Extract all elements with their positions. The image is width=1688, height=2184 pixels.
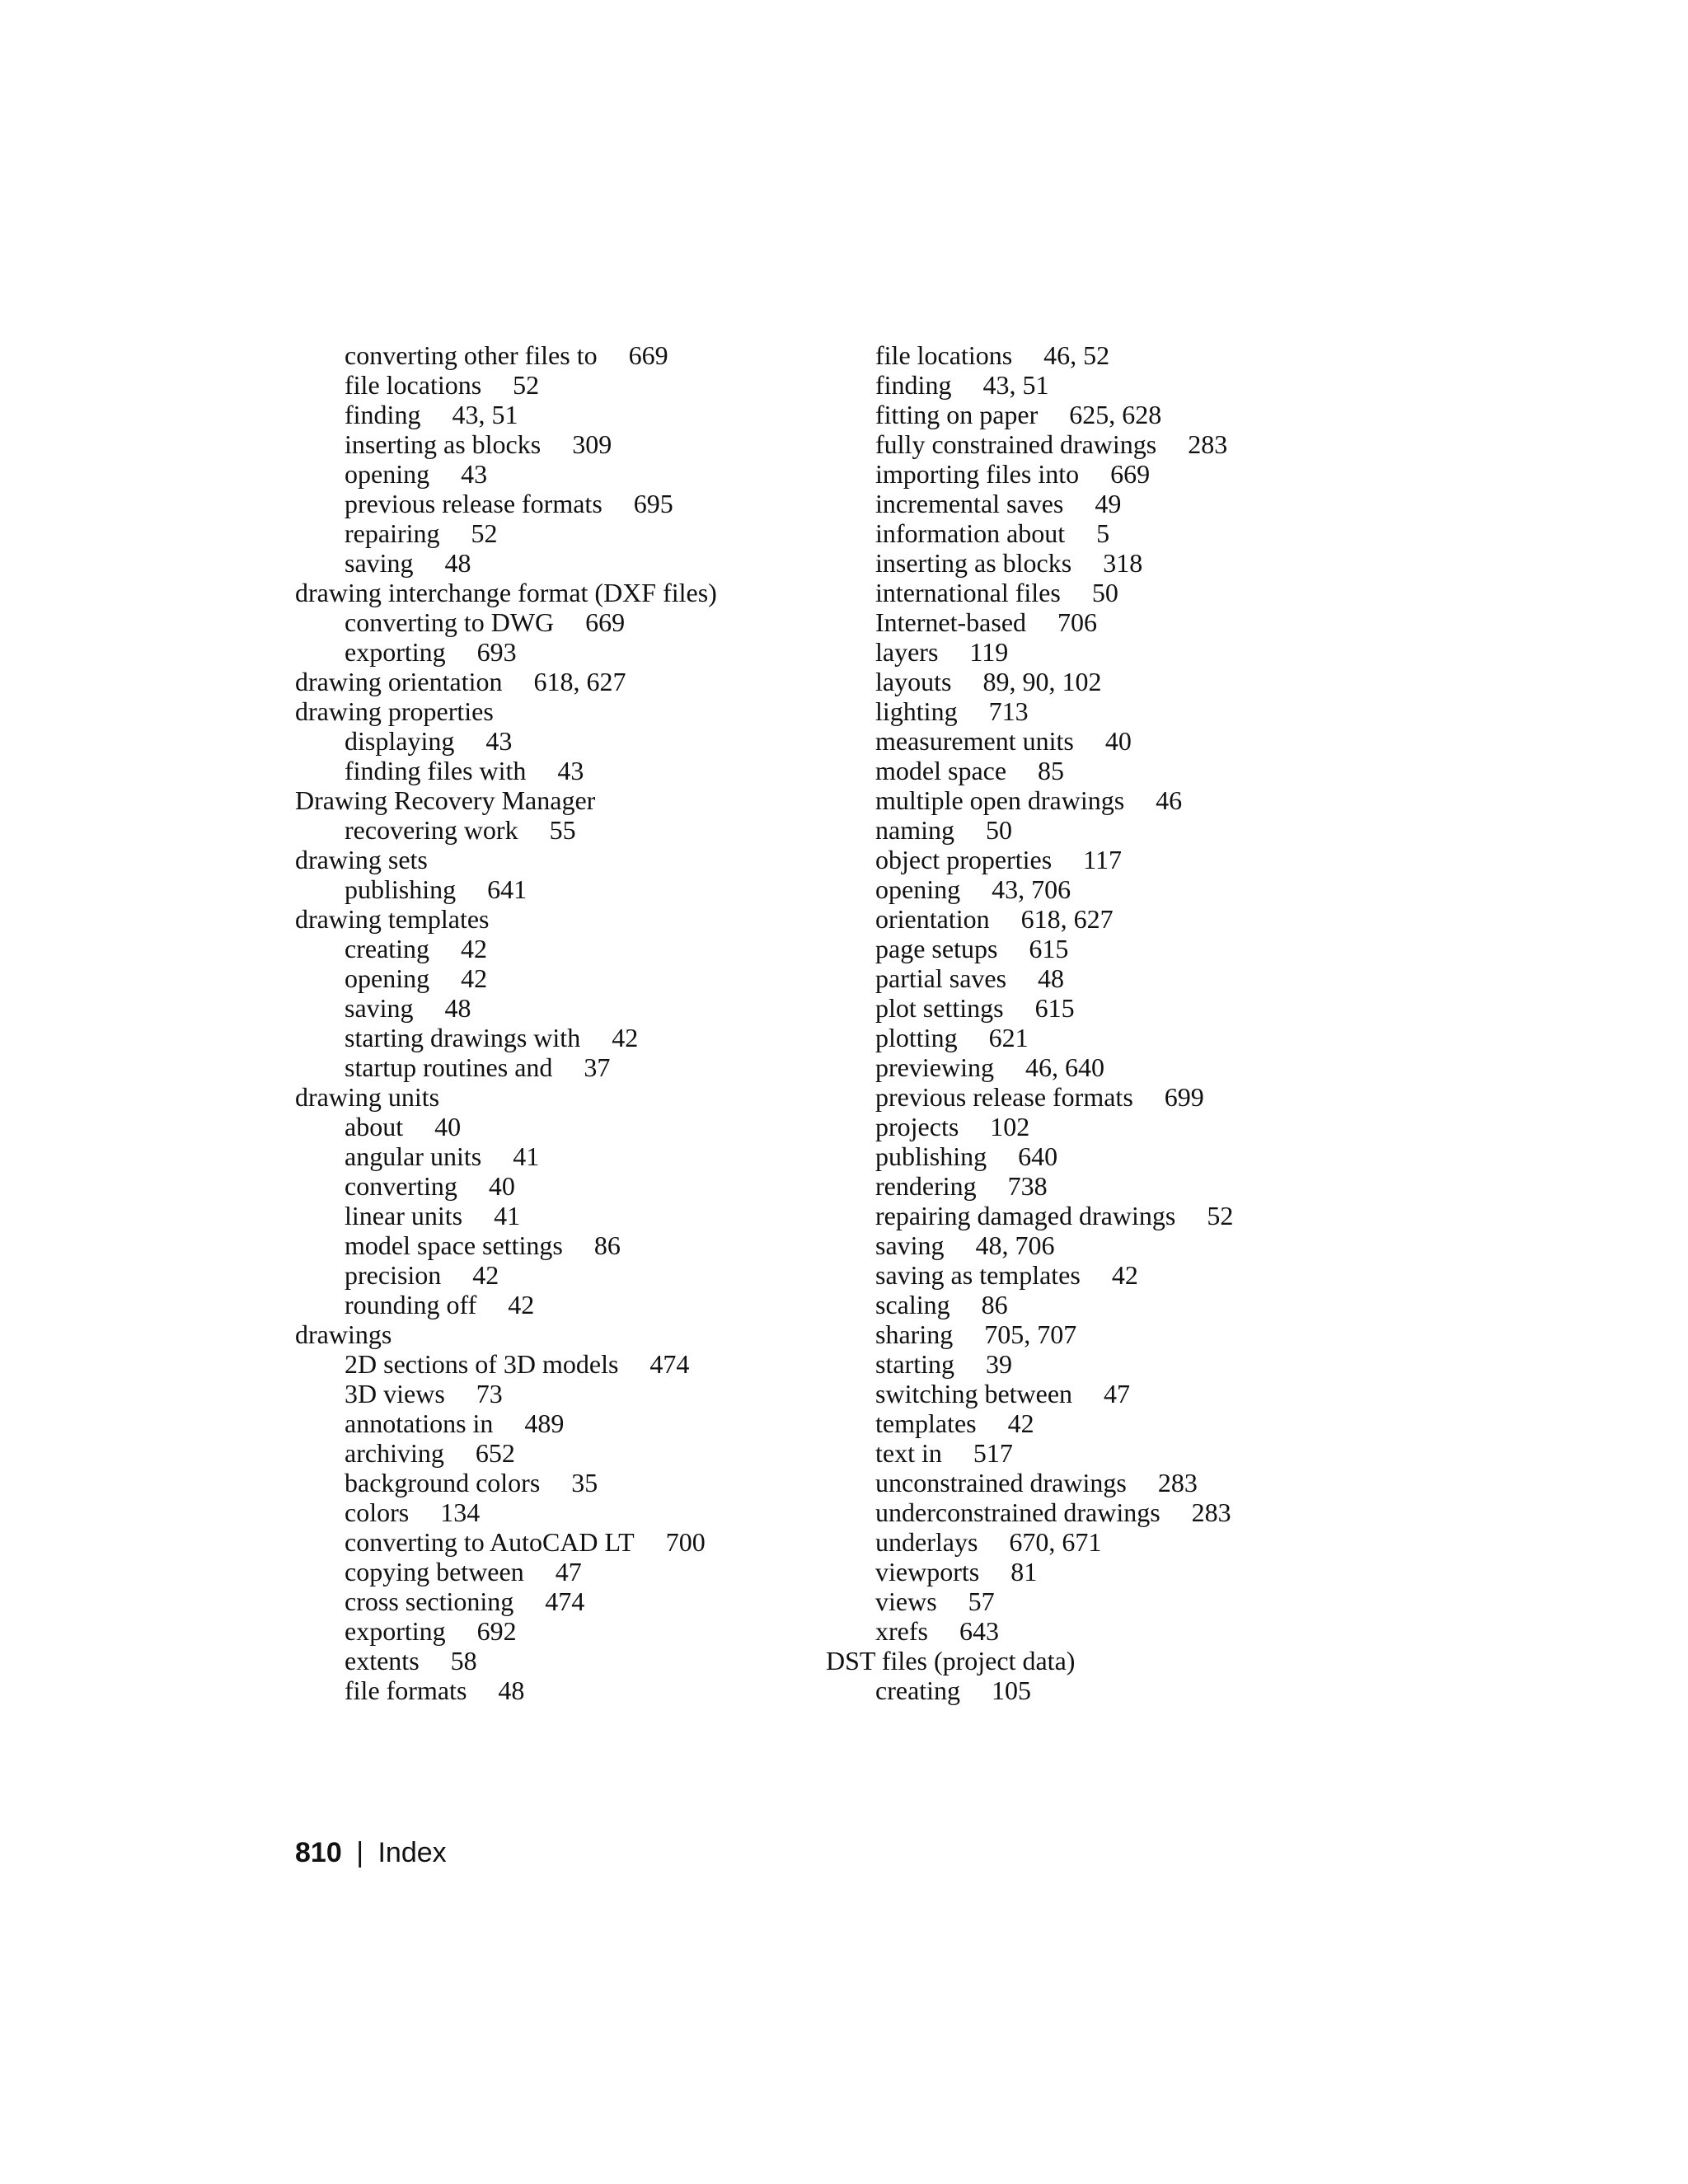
index-subentry <box>826 667 1353 696</box>
index-subentry <box>295 400 823 429</box>
index-subentry <box>295 874 823 904</box>
index-page-refs: 309 <box>572 429 612 459</box>
index-page-refs: 47 <box>555 1557 582 1586</box>
index-page-refs: 86 <box>981 1290 1008 1319</box>
index-subentry <box>826 963 1353 993</box>
index-term: 3D views <box>345 1379 445 1408</box>
index-term: rounding off <box>345 1290 477 1319</box>
index-subentry <box>295 1023 823 1052</box>
index-page-refs: 283 <box>1191 1497 1231 1527</box>
index-page-refs: 705, 707 <box>984 1319 1077 1349</box>
index-term: layers <box>875 637 939 667</box>
index-term: information about <box>875 518 1066 548</box>
index-subentry <box>295 1349 823 1379</box>
index-subentry <box>295 993 823 1023</box>
index-subentry <box>295 1646 823 1675</box>
index-subentry <box>826 518 1353 548</box>
index-subentry <box>295 370 823 400</box>
index-subentry <box>826 1675 1353 1705</box>
index-term: views <box>875 1586 937 1616</box>
index-subentry <box>826 1201 1353 1230</box>
index-term: viewports <box>875 1557 980 1586</box>
index-subentry <box>295 963 823 993</box>
page-footer <box>295 1836 447 1869</box>
index-term: orientation <box>875 904 990 934</box>
index-term: colors <box>345 1497 410 1527</box>
index-term: copying between <box>345 1557 524 1586</box>
index-page-refs: 35 <box>571 1468 598 1497</box>
index-page-refs: 43, 706 <box>992 874 1071 904</box>
index-page-refs: 52 <box>513 370 540 400</box>
index-term: cross sectioning <box>345 1586 514 1616</box>
index-page-refs: 42 <box>1111 1260 1138 1290</box>
index-page-refs: 52 <box>1207 1201 1234 1230</box>
index-page-refs: 117 <box>1083 845 1122 874</box>
index-term: drawing orientation <box>295 667 503 696</box>
index-subentry <box>295 489 823 518</box>
index-page-refs: 692 <box>476 1616 517 1646</box>
index-subentry <box>826 400 1353 429</box>
index-heading <box>295 845 823 874</box>
index-subentry <box>295 1171 823 1201</box>
index-term: underlays <box>875 1527 978 1557</box>
index-term: previewing <box>875 1052 994 1082</box>
index-subentry <box>826 489 1353 518</box>
index-term: unconstrained drawings <box>875 1468 1127 1497</box>
index-page-refs: 318 <box>1103 548 1143 578</box>
index-term: file locations <box>345 370 482 400</box>
index-subentry <box>826 845 1353 874</box>
index-term: extents <box>345 1646 420 1675</box>
index-subentry <box>826 1349 1353 1379</box>
index-subentry <box>826 1379 1353 1408</box>
index-page-refs: 42 <box>612 1023 639 1052</box>
index-term: saving <box>345 548 414 578</box>
index-term: projects <box>875 1112 959 1141</box>
index-term: measurement units <box>875 726 1074 756</box>
index-term: Drawing Recovery Manager <box>295 785 596 815</box>
index-term: saving <box>345 993 414 1023</box>
index-term: about <box>345 1112 404 1141</box>
index-page-refs: 85 <box>1038 756 1065 785</box>
index-page-refs: 42 <box>508 1290 535 1319</box>
index-subentry <box>295 1112 823 1141</box>
index-page-refs: 50 <box>1091 578 1118 607</box>
index-subentry <box>826 548 1353 578</box>
index-term: drawing templates <box>295 904 490 934</box>
index-page-refs: 283 <box>1188 429 1228 459</box>
index-page-refs: 283 <box>1157 1468 1198 1497</box>
index-page-refs: 670, 671 <box>1009 1527 1102 1557</box>
index-term: scaling <box>875 1290 950 1319</box>
index-subentry <box>295 1586 823 1616</box>
index-page-refs: 700 <box>665 1527 706 1557</box>
index-term: file locations <box>875 340 1013 370</box>
index-page-refs: 43 <box>557 756 584 785</box>
index-subentry <box>826 1290 1353 1319</box>
index-term: plot settings <box>875 993 1004 1023</box>
index-page-refs: 47 <box>1104 1379 1131 1408</box>
index-page-refs: 41 <box>494 1201 521 1230</box>
index-term: background colors <box>345 1468 541 1497</box>
index-subentry <box>826 1141 1353 1171</box>
index-page-refs: 46, 640 <box>1025 1052 1104 1082</box>
index-page-refs: 618, 627 <box>1020 904 1114 934</box>
index-subentry <box>826 1527 1353 1557</box>
index-term: layouts <box>875 667 952 696</box>
index-term: model space settings <box>345 1230 563 1260</box>
index-heading <box>295 578 823 607</box>
index-term: drawings <box>295 1319 392 1349</box>
index-subentry <box>295 1438 823 1468</box>
index-subentry <box>826 1023 1353 1052</box>
index-term: drawing properties <box>295 696 494 726</box>
index-page-refs: 42 <box>461 963 488 993</box>
index-term: Internet-based <box>875 607 1027 637</box>
index-page-refs: 641 <box>487 874 528 904</box>
index-term: rendering <box>875 1171 977 1201</box>
index-page-refs: 693 <box>476 637 517 667</box>
index-subentry <box>295 459 823 489</box>
index-subentry <box>826 1586 1353 1616</box>
index-page-refs: 119 <box>969 637 1009 667</box>
page-number: 810 <box>295 1837 342 1868</box>
index-subentry <box>295 607 823 637</box>
index-term: publishing <box>875 1141 987 1171</box>
index-subentry <box>826 934 1353 963</box>
index-subentry <box>295 1527 823 1557</box>
index-page-refs: 48, 706 <box>975 1230 1055 1260</box>
index-subentry <box>826 578 1353 607</box>
index-term: page setups <box>875 934 998 963</box>
index-subentry <box>295 340 823 370</box>
index-subentry <box>826 370 1353 400</box>
index-term: angular units <box>345 1141 482 1171</box>
index-subentry <box>826 1230 1353 1260</box>
index-subentry <box>826 993 1353 1023</box>
index-term: converting <box>345 1171 457 1201</box>
index-subentry <box>826 459 1353 489</box>
index-term: inserting as blocks <box>345 429 542 459</box>
index-page-refs: 621 <box>988 1023 1029 1052</box>
index-subentry <box>295 1230 823 1260</box>
index-page-refs: 48 <box>498 1675 525 1705</box>
index-subentry <box>295 756 823 785</box>
index-subentry <box>295 1260 823 1290</box>
index-heading <box>826 1646 1353 1675</box>
index-subentry <box>826 1616 1353 1646</box>
index-term: creating <box>345 934 430 963</box>
index-subentry <box>826 1082 1353 1112</box>
index-page-refs: 48 <box>1038 963 1065 993</box>
index-heading <box>295 785 823 815</box>
index-term: repairing damaged drawings <box>875 1201 1176 1230</box>
index-term: model space <box>875 756 1007 785</box>
index-subentry <box>826 1468 1353 1497</box>
index-subentry <box>295 1616 823 1646</box>
index-term: switching between <box>875 1379 1073 1408</box>
index-term: publishing <box>345 874 457 904</box>
index-subentry <box>826 637 1353 667</box>
index-subentry <box>295 1141 823 1171</box>
index-subentry <box>826 1171 1353 1201</box>
index-subentry <box>295 1408 823 1438</box>
index-subentry <box>295 1290 823 1319</box>
index-term: file formats <box>345 1675 467 1705</box>
index-subentry <box>826 874 1353 904</box>
index-term: finding <box>875 370 952 400</box>
index-term: fully constrained drawings <box>875 429 1157 459</box>
index-subentry <box>826 815 1353 845</box>
index-column-left <box>295 340 823 1705</box>
index-subentry <box>295 1201 823 1230</box>
index-term: international files <box>875 578 1061 607</box>
index-page-refs: 58 <box>450 1646 477 1675</box>
index-term: drawing sets <box>295 845 428 874</box>
index-page-refs: 73 <box>476 1379 503 1408</box>
index-page-refs: 46 <box>1156 785 1183 815</box>
index-page-refs: 42 <box>1007 1408 1034 1438</box>
index-term: startup routines and <box>345 1052 553 1082</box>
index-term: previous release formats <box>345 489 603 518</box>
index-term: multiple open drawings <box>875 785 1125 815</box>
index-page-refs: 50 <box>985 815 1012 845</box>
index-heading <box>295 1082 823 1112</box>
index-page-refs: 48 <box>444 548 471 578</box>
index-term: incremental saves <box>875 489 1064 518</box>
index-term: DST files (project data) <box>826 1646 1076 1675</box>
index-page-refs: 615 <box>1029 934 1069 963</box>
index-page-refs: 652 <box>475 1438 515 1468</box>
index-term: saving as templates <box>875 1260 1081 1290</box>
index-page-refs: 55 <box>549 815 576 845</box>
index-page-refs: 489 <box>524 1408 565 1438</box>
index-page-refs: 669 <box>585 607 626 637</box>
index-page-refs: 41 <box>513 1141 540 1171</box>
index-term: repairing <box>345 518 440 548</box>
index-term: opening <box>345 459 430 489</box>
index-subentry <box>826 429 1353 459</box>
index-page-refs: 39 <box>985 1349 1012 1379</box>
index-subentry <box>295 1497 823 1527</box>
index-term: annotations in <box>345 1408 494 1438</box>
index-page-refs: 42 <box>472 1260 499 1290</box>
index-page-refs: 42 <box>461 934 488 963</box>
index-subentry <box>826 1408 1353 1438</box>
index-term: 2D sections of 3D models <box>345 1349 619 1379</box>
index-term: archiving <box>345 1438 444 1468</box>
index-subentry <box>295 934 823 963</box>
index-page-refs: 706 <box>1057 607 1098 637</box>
index-page-refs: 40 <box>1104 726 1132 756</box>
index-page-refs: 52 <box>471 518 498 548</box>
index-page-refs: 81 <box>1010 1557 1038 1586</box>
index-term: sharing <box>875 1319 954 1349</box>
index-subentry <box>826 1052 1353 1082</box>
index-term: underconstrained drawings <box>875 1497 1160 1527</box>
index-subentry <box>826 756 1353 785</box>
index-subentry <box>295 1468 823 1497</box>
index-subentry <box>295 1052 823 1082</box>
index-heading <box>295 904 823 934</box>
index-page-refs: 695 <box>633 489 673 518</box>
index-page-refs: 49 <box>1095 489 1122 518</box>
index-subentry <box>295 429 823 459</box>
index-term: precision <box>345 1260 442 1290</box>
index-subentry <box>826 1319 1353 1349</box>
index-term: drawing interchange format (DXF files) <box>295 578 717 607</box>
index-subentry <box>295 1557 823 1586</box>
index-heading <box>295 696 823 726</box>
index-term: saving <box>875 1230 945 1260</box>
index-term: recovering work <box>345 815 518 845</box>
index-page-refs: 517 <box>973 1438 1013 1468</box>
index-term: opening <box>345 963 430 993</box>
index-subentry <box>826 904 1353 934</box>
index-subentry <box>295 815 823 845</box>
index-term: exporting <box>345 637 446 667</box>
index-page-refs: 48 <box>444 993 471 1023</box>
index-subentry <box>826 607 1353 637</box>
index-term: converting to AutoCAD LT <box>345 1527 635 1557</box>
index-term: importing files into <box>875 459 1080 489</box>
index-term: starting <box>875 1349 954 1379</box>
section-name: Index <box>377 1837 447 1868</box>
index-page-refs: 43, 51 <box>982 370 1049 400</box>
index-heading <box>295 667 823 696</box>
index-page-refs: 43 <box>485 726 513 756</box>
index-term: text in <box>875 1438 942 1468</box>
index-subentry <box>826 785 1353 815</box>
index-subentry <box>295 726 823 756</box>
index-term: naming <box>875 815 954 845</box>
index-term: converting other files to <box>345 340 598 370</box>
index-subentry <box>826 1260 1353 1290</box>
index-page-refs: 57 <box>968 1586 995 1616</box>
index-term: finding files with <box>345 756 527 785</box>
index-page-refs: 46, 52 <box>1043 340 1110 370</box>
index-subentry <box>295 1675 823 1705</box>
index-page-refs: 37 <box>584 1052 611 1082</box>
index-subentry <box>826 1557 1353 1586</box>
index-term: plotting <box>875 1023 958 1052</box>
index-page-refs: 43, 51 <box>452 400 518 429</box>
index-page-refs: 40 <box>488 1171 515 1201</box>
index-term: displaying <box>345 726 455 756</box>
index-page-refs: 618, 627 <box>533 667 626 696</box>
index-subentry <box>826 340 1353 370</box>
index-page-refs: 625, 628 <box>1069 400 1162 429</box>
index-subentry <box>295 518 823 548</box>
index-subentry <box>826 726 1353 756</box>
index-term: finding <box>345 400 421 429</box>
index-heading <box>295 1319 823 1349</box>
index-page-refs: 86 <box>593 1230 621 1260</box>
index-subentry <box>295 1379 823 1408</box>
index-page-refs: 643 <box>959 1616 999 1646</box>
index-term: exporting <box>345 1616 446 1646</box>
index-page-refs: 640 <box>1018 1141 1058 1171</box>
index-term: linear units <box>345 1201 463 1230</box>
index-page-refs: 669 <box>628 340 668 370</box>
index-term: object properties <box>875 845 1053 874</box>
index-page-refs: 738 <box>1007 1171 1048 1201</box>
index-subentry <box>826 696 1353 726</box>
index-subentry <box>295 548 823 578</box>
index-term: converting to DWG <box>345 607 555 637</box>
index-page-refs: 5 <box>1096 518 1110 548</box>
index-page-refs: 105 <box>992 1675 1032 1705</box>
index-term: drawing units <box>295 1082 440 1112</box>
index-page-refs: 43 <box>461 459 488 489</box>
index-page-refs: 474 <box>649 1349 690 1379</box>
index-term: templates <box>875 1408 977 1438</box>
index-page-refs: 134 <box>440 1497 481 1527</box>
index-term: creating <box>875 1675 961 1705</box>
index-term: previous release formats <box>875 1082 1133 1112</box>
footer-separator: | <box>356 1837 364 1868</box>
index-subentry <box>826 1497 1353 1527</box>
index-term: starting drawings with <box>345 1023 581 1052</box>
index-page-refs: 474 <box>545 1586 585 1616</box>
index-page-refs: 699 <box>1164 1082 1204 1112</box>
index-subentry <box>295 637 823 667</box>
index-subentry <box>826 1112 1353 1141</box>
index-page-refs: 40 <box>434 1112 462 1141</box>
index-term: xrefs <box>875 1616 928 1646</box>
index-term: fitting on paper <box>875 400 1039 429</box>
index-subentry <box>826 1438 1353 1468</box>
index-page-refs: 713 <box>988 696 1029 726</box>
index-column-right <box>826 340 1353 1705</box>
index-page-refs: 102 <box>990 1112 1030 1141</box>
index-page-refs: 89, 90, 102 <box>982 667 1102 696</box>
index-page-refs: 669 <box>1110 459 1151 489</box>
index-term: opening <box>875 874 961 904</box>
index-term: inserting as blocks <box>875 548 1072 578</box>
index-term: partial saves <box>875 963 1007 993</box>
index-term: lighting <box>875 696 958 726</box>
index-page-refs: 615 <box>1034 993 1075 1023</box>
